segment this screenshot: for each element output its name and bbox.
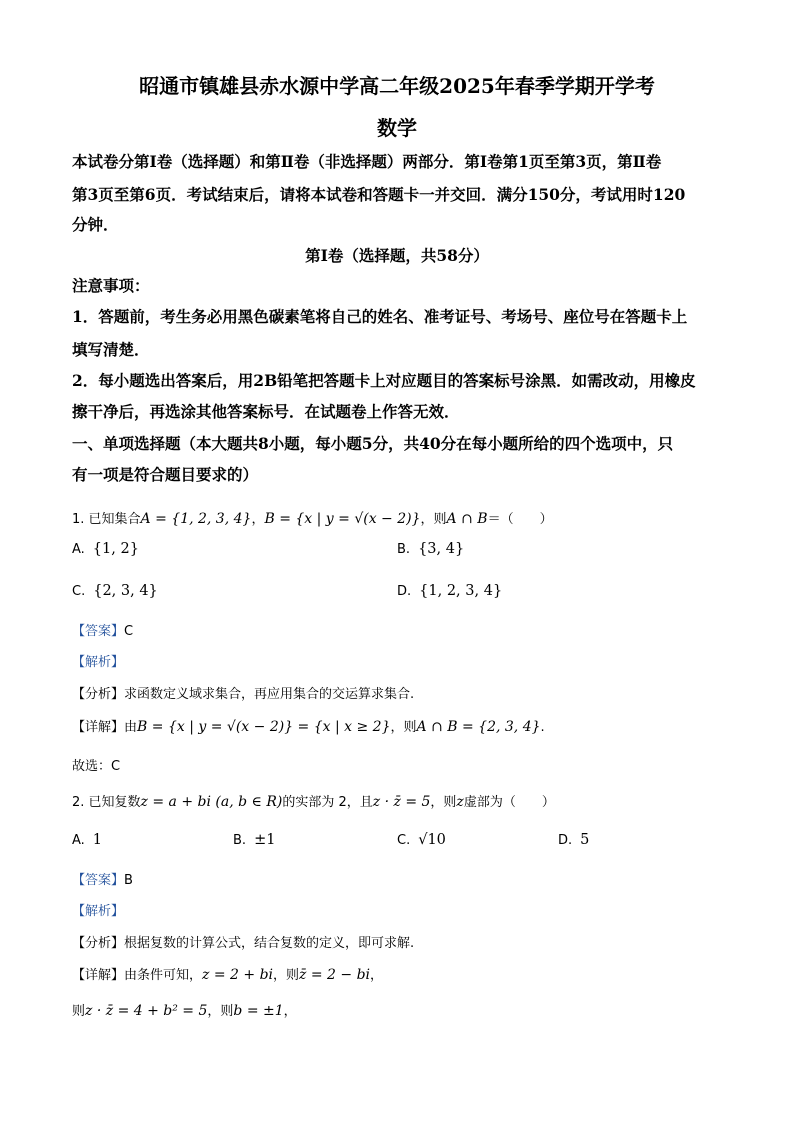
- q1-choose: 故选：C: [72, 759, 121, 774]
- q2-answer: 【答案】B: [72, 873, 133, 888]
- subject-title: 数学: [377, 116, 417, 140]
- note-1-line-1: 1．答题前，考生务必用黑色碳素笔将自己的姓名、准考证号、考场号、座位号在答题卡上: [72, 307, 688, 326]
- notes-heading: 注意事项：: [72, 276, 150, 295]
- part1-heading-line-1: 一、单项选择题（本大题共8小题，每小题5分，共40分在每小题所给的四个选项中，只: [72, 434, 674, 453]
- q2-option-c: C. √10: [397, 832, 446, 848]
- intersection-expr: A ∩ B: [446, 511, 488, 527]
- note-2-line-2: 擦干净后，再选涂其他答案标号．在试题卷上作答无效．: [72, 402, 460, 421]
- exam-title: 昭通市镇雄县赤水源中学高二年级2025年春季学期开学考: [139, 74, 655, 98]
- complex-z-expr: z = a + bi (a, b ∈ R): [140, 794, 283, 810]
- note-1-line-2: 填写清楚．: [72, 340, 150, 359]
- q2-option-d: D. 5: [558, 832, 590, 848]
- q1-option-c: C. {2, 3, 4}: [72, 583, 158, 599]
- q1-option-a: A. {1, 2}: [72, 541, 139, 557]
- q1-option-b: B. {3, 4}: [397, 541, 465, 557]
- question-2-stem: 2. 已知复数z = a + bi (a, b ∈ R)的实部为 2，且z · z̄ = 5，则z虚部为（ ）: [72, 794, 555, 810]
- q1-option-d: D. {1, 2, 3, 4}: [397, 583, 503, 599]
- part1-heading-line-2: 有一项是符合题目要求的）: [72, 465, 259, 484]
- q2-option-a: A. 1: [72, 832, 103, 848]
- set-b-expr: B = {x | y = √(x − 2)}: [264, 511, 421, 527]
- section-heading: 第Ⅰ卷（选择题，共58分）: [305, 246, 489, 265]
- intro-line-1: 本试卷分第Ⅰ卷（选择题）和第Ⅱ卷（非选择题）两部分．第Ⅰ卷第1页至第3页，第Ⅱ卷: [72, 152, 662, 171]
- q2-conclusion: 则z · z̄ = 4 + b² = 5，则b = ±1，: [72, 1003, 297, 1019]
- note-2-line-1: 2．每小题选出答案后，用2B铅笔把答题卡上对应题目的答案标号涂黑．如需改动，用橡皮: [72, 371, 696, 390]
- q2-jiexi: 【解析】: [72, 904, 125, 919]
- intro-line-2: 第3页至第6页．考试结束后，请将本试卷和答题卡一并交回．满分150分，考试用时120: [72, 185, 686, 204]
- q1-jiexi: 【解析】: [72, 655, 125, 670]
- q1-xiangjie: 【详解】由B = {x | y = √(x − 2)} = {x | x ≥ 2}，则A ∩ B = {2, 3, 4}.: [72, 719, 545, 735]
- q1-answer: 【答案】C: [72, 624, 134, 639]
- q2-option-b: B. ±1: [233, 832, 276, 848]
- set-a-expr: A = {1, 2, 3, 4}: [140, 511, 252, 527]
- question-1-stem: 1. 已知集合A = {1, 2, 3, 4}，B = {x | y = √(x − 2)}，则A ∩ B＝（ ）: [72, 511, 553, 527]
- q1-fenxi: 【分析】求函数定义域求集合，再应用集合的交运算求集合.: [72, 687, 415, 702]
- intro-line-3: 分钟．: [72, 215, 119, 234]
- q2-xiangjie: 【详解】由条件可知，z = 2 + bi，则z̄ = 2 − bi，: [72, 967, 384, 983]
- q2-fenxi: 【分析】根据复数的计算公式，结合复数的定义，即可求解.: [72, 936, 415, 951]
